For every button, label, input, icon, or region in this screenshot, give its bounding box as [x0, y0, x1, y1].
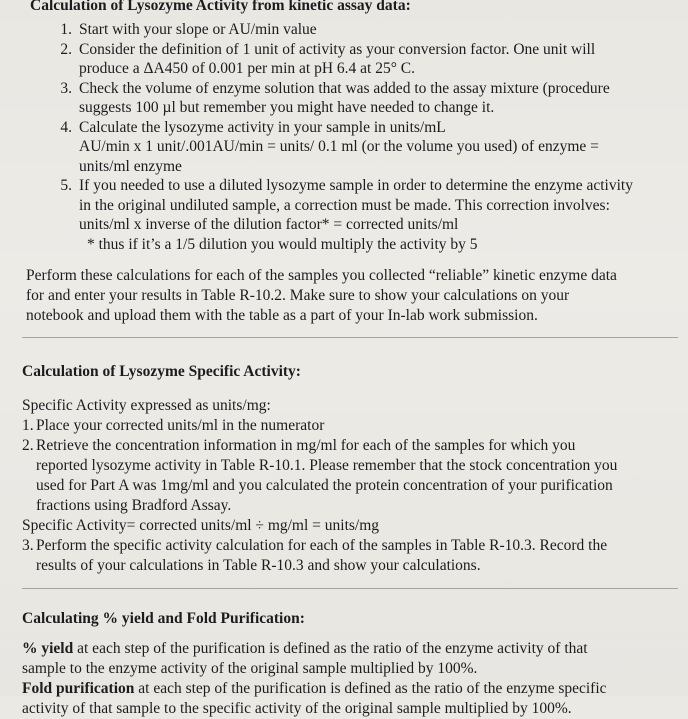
item-text: suggests 100 µl but remember you might have needed to change it.: [79, 99, 495, 116]
list-item: [46, 176, 678, 254]
section-divider: [22, 588, 678, 589]
specific-activity-final-step: [22, 536, 678, 576]
paragraph-line: at each step of the purification is defined as the ratio of the enzyme specific: [134, 680, 607, 697]
item-text: reported lysozyme activity in Table R-10.1. Please remember that the stock concentration you: [36, 457, 618, 474]
item-text: Start with your slope or AU/min value: [79, 21, 317, 38]
item-text: in the original undiluted sample, a correction must be made. This correction involves:: [79, 196, 610, 214]
fold-term: Fold purification: [22, 680, 135, 697]
paragraph-line: at each step of the purification is defined as the ratio of the enzyme activity of that: [73, 640, 588, 657]
item-text: If you needed to use a diluted lysozyme sample in order to determine the enzyme activity: [79, 177, 633, 194]
yield-definition: [22, 639, 678, 679]
yield-section: [22, 609, 678, 719]
item-number: 1.: [60, 21, 72, 38]
item-number: 2.: [22, 437, 34, 454]
perform-paragraph: [26, 266, 678, 326]
list-item: [22, 536, 678, 576]
section-heading-specific-activity: Calculation of Lysozyme Specific Activity:: [22, 363, 301, 380]
section-heading-yield: Calculating % yield and Fold Purification:: [22, 610, 305, 627]
item-text: produce a ΔA450 of 0.001 per min at pH 6.4 at 25° C.: [79, 60, 416, 77]
item-text: used for Part A was 1mg/ml and you calculated the protein concentration of your purification: [36, 477, 613, 494]
item-text: Consider the definition of 1 unit of activity as your conversion factor. One unit will: [79, 40, 596, 58]
paragraph-line: sample to the enzyme activity of the original sample multiplied by 100%.: [22, 660, 478, 677]
item-text: units/ml enzyme: [79, 157, 182, 175]
item-number: 3.: [22, 537, 34, 554]
fold-definition: [22, 679, 678, 719]
specific-activity-intro: Specific Activity expressed as units/mg:: [22, 397, 271, 414]
list-item: [46, 118, 678, 177]
list-item: [46, 40, 678, 79]
item-text: AU/min x 1 unit/.001AU/min = units/ 0.1 ml (or the volume you used) of enzyme =: [79, 138, 599, 155]
item-text: results of your calculations in Table R-10.3 and show your calculations.: [36, 557, 481, 574]
yield-term: % yield: [22, 640, 74, 657]
paragraph-line: notebook and upload them with the table as a part of your In-lab work submission.: [26, 307, 538, 324]
item-number: 2.: [60, 40, 72, 58]
item-number: 4.: [60, 118, 72, 136]
list-item: [46, 79, 678, 118]
section-heading-activity: Calculation of Lysozyme Activity from kinetic assay data:: [30, 0, 411, 14]
section-divider: [22, 337, 678, 338]
paragraph-line: for and enter your results in Table R-10.2. Make sure to show your calculations on your: [26, 287, 570, 304]
paragraph-line: activity of that sample to the specific activity of the original sample multiplied by 100%.: [22, 700, 572, 717]
item-text: Calculate the lysozyme activity in your sample in units/mL: [79, 118, 446, 136]
item-text: Retrieve the concentration information in mg/ml for each of the samples for which you: [36, 437, 576, 454]
item-text: fractions using Bradford Assay.: [36, 497, 232, 514]
item-text: Place your corrected units/ml in the numerator: [36, 417, 325, 434]
list-item: [22, 416, 678, 436]
dilution-footnote: * thus if it’s a 1/5 dilution you would multiply the activity by 5: [87, 235, 478, 253]
item-number: 1.: [22, 417, 34, 434]
specific-activity-section: [22, 362, 678, 576]
item-number: 3.: [60, 79, 72, 97]
activity-steps-list: [46, 20, 678, 254]
item-text: Check the volume of enzyme solution that was added to the assay mixture (procedure: [79, 79, 610, 97]
specific-activity-steps-list: [22, 416, 678, 516]
list-item: [22, 436, 678, 516]
item-text: Perform the specific activity calculation for each of the samples in Table R-10.3. Record the: [36, 537, 608, 554]
item-number: 5.: [60, 177, 72, 194]
paragraph-line: Perform these calculations for each of the samples you collected “reliable” kinetic enzyme data: [26, 267, 617, 284]
list-item: [46, 20, 678, 40]
specific-activity-formula: Specific Activity= corrected units/ml ÷ mg/ml = units/mg: [22, 517, 380, 534]
item-text: units/ml x inverse of the dilution factor* = corrected units/ml: [79, 216, 459, 233]
